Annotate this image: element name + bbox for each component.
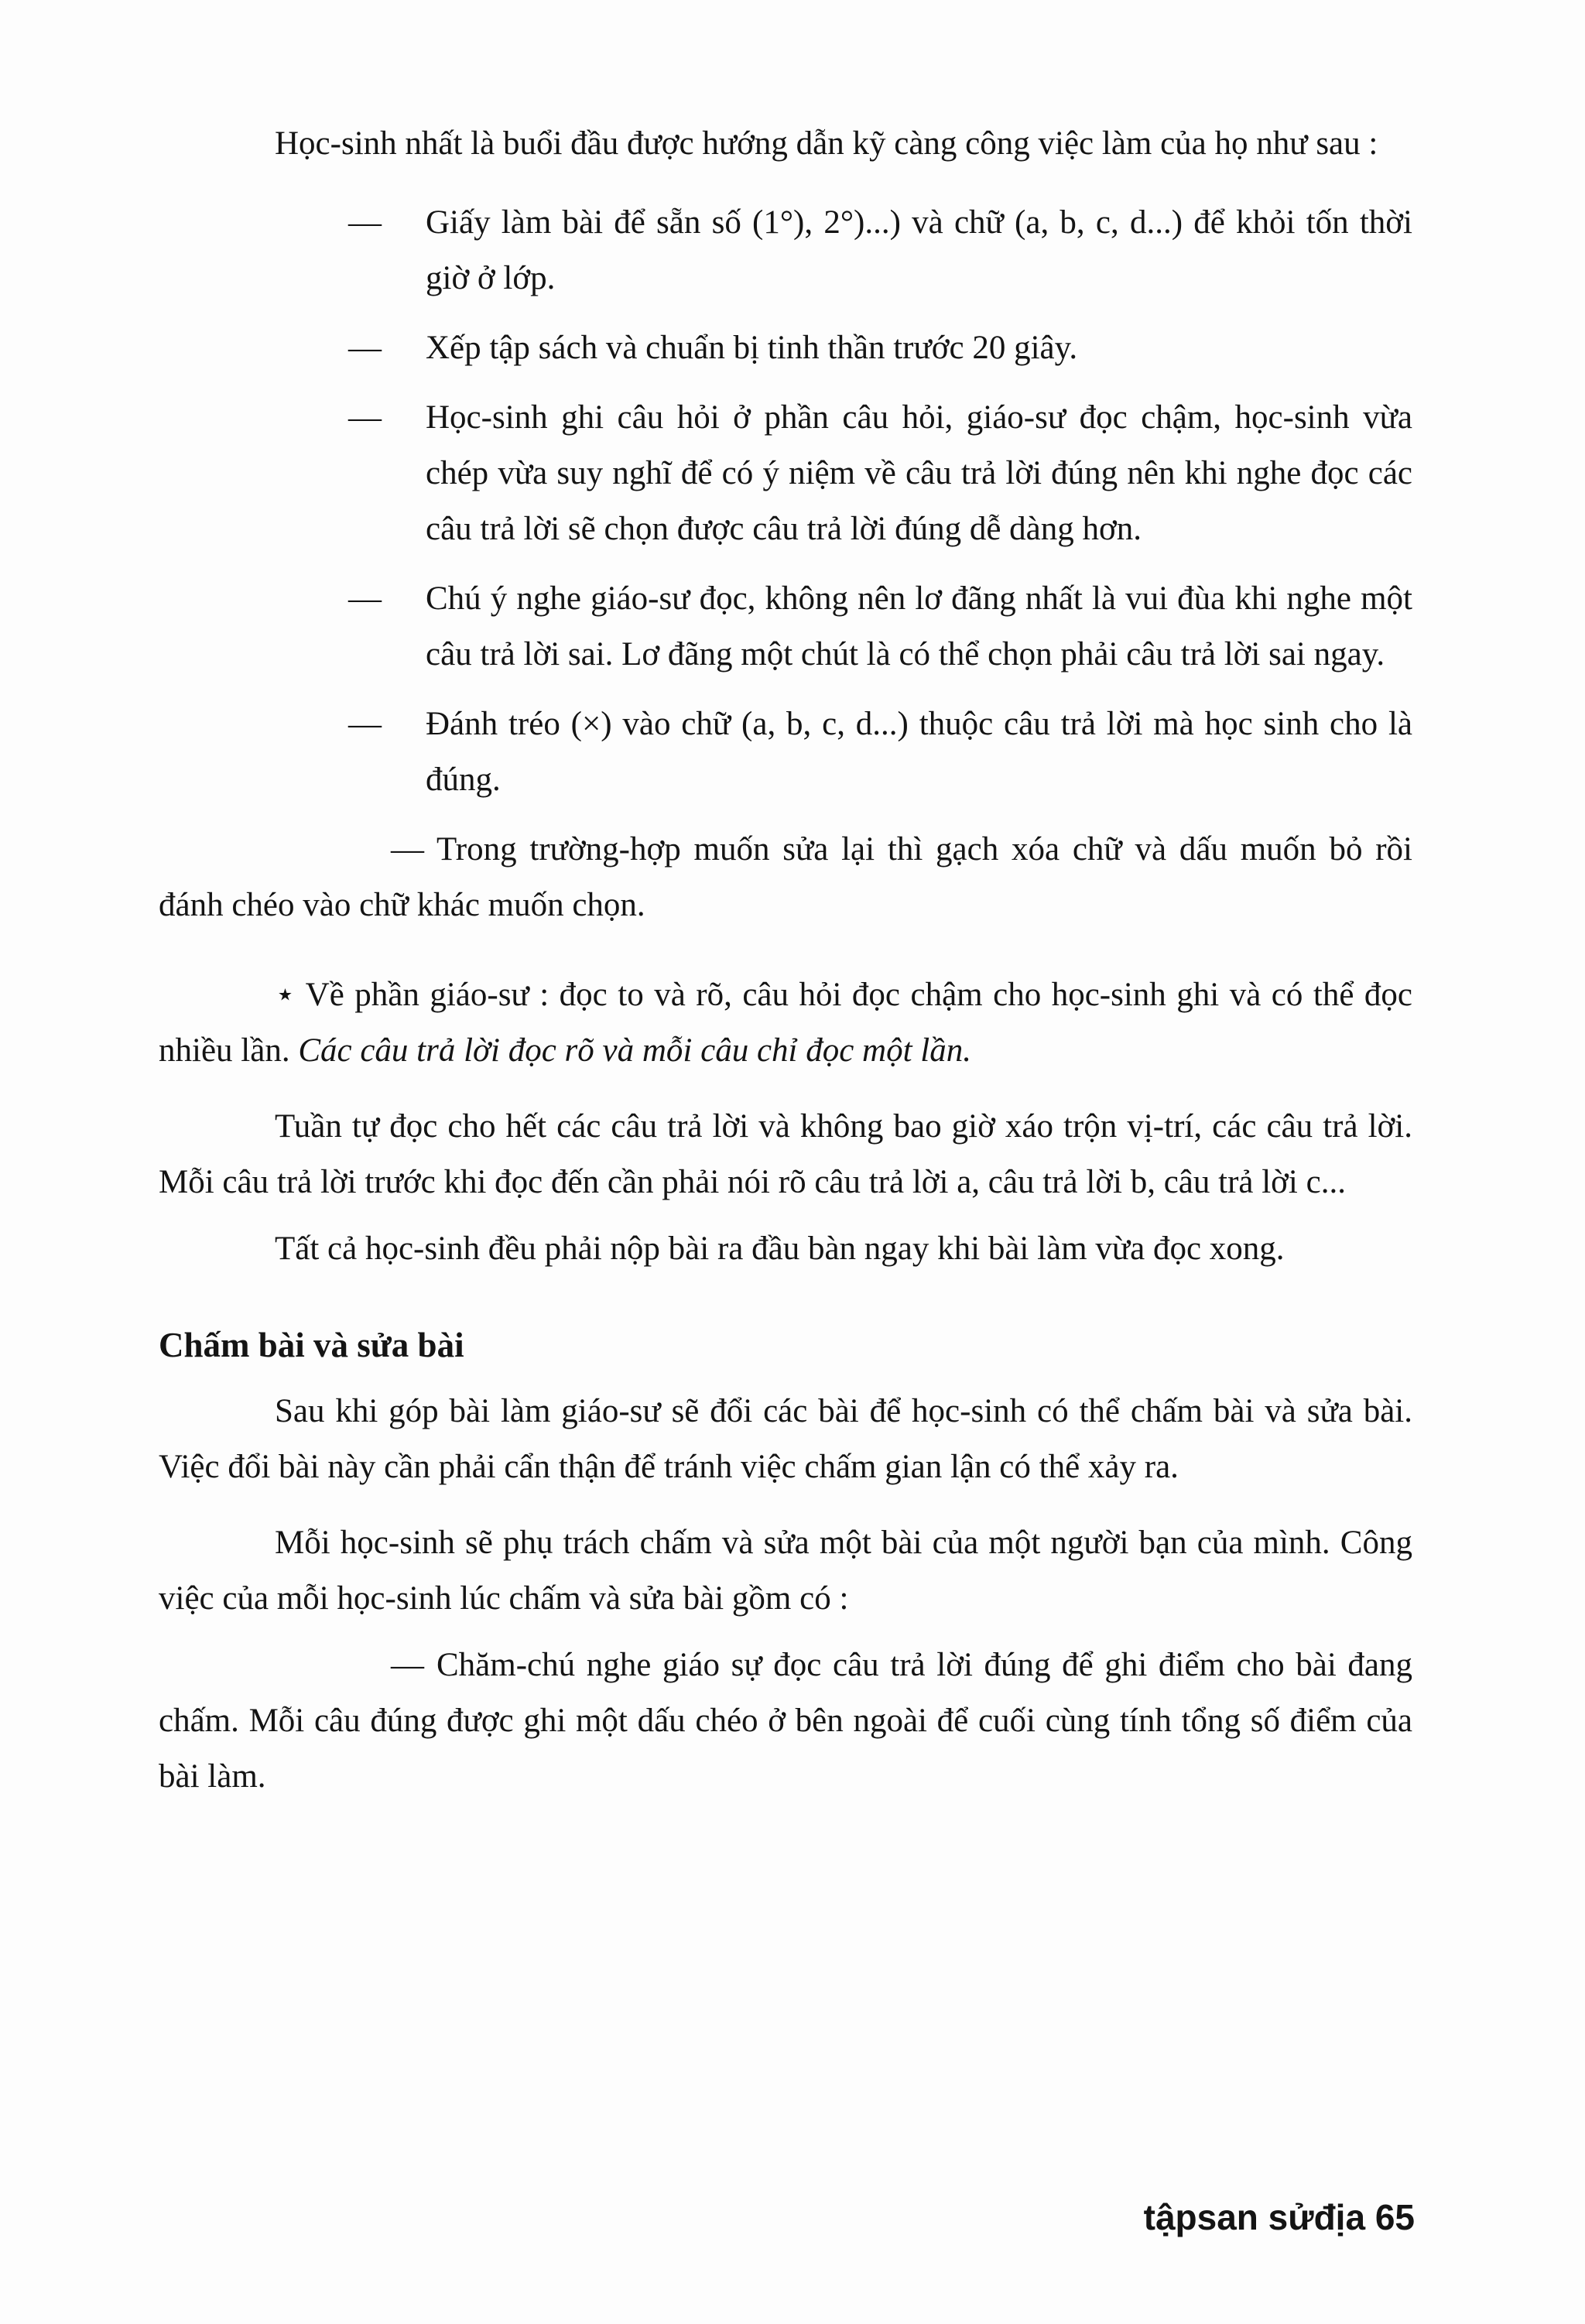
list-item — [159, 195, 1412, 306]
correction-text: Trong trường-hợp muốn sửa lại thì gạch xóa chữ và dấu muốn bỏ rồi đánh chéo vào chữ khác muốn chọn. — [159, 831, 1412, 923]
page-content — [159, 116, 1412, 1805]
correction-paragraph — [159, 822, 1412, 933]
reading-order-paragraph: Tuần tự đọc cho hết các câu trả lời và không bao giờ xáo trộn vị-trí, các câu trả lời. Mỗi câu trả lời trước khi đọc đến cần phải nói rõ câu trả lời a, câu trả lời b, câu trả lời c... — [159, 1108, 1412, 1200]
page-footer: tậpsan sửđịa 65 — [1143, 2197, 1415, 2237]
instruction-list — [159, 195, 1412, 808]
list-item-text: Học-sinh ghi câu hỏi ở phần câu hỏi, giáo-sư đọc chậm, học-sinh vừa chép vừa suy nghĩ để có ý niệm về câu trả lời đúng nên khi nghe đọc các câu trả lời sẽ chọn được câu trả lời đúng dễ dàng hơn. — [426, 399, 1412, 547]
dash-marker: — — [348, 580, 382, 617]
section-list-item — [159, 1638, 1412, 1805]
dash-marker: — — [348, 706, 382, 742]
list-item-text: Chú ý nghe giáo-sư đọc, không nên lơ đãng nhất là vui đùa khi nghe một câu trả lời sai. Lơ đãng một chút là có thể chọn phải câu trả lời sai ngay. — [426, 580, 1412, 673]
teacher-text: Về phần giáo-sư : đọc to và rõ, câu hỏi đọc chậm cho học-sinh ghi và có thể đọc nhiều lần. — [159, 977, 1412, 1069]
teacher-paragraph — [159, 967, 1412, 1079]
section-list-item-text: Chăm-chú nghe giáo sự đọc câu trả lời đúng để ghi điểm cho bài đang chấm. Mỗi câu đúng được ghi một dấu chéo ở bên ngoài để cuối cùng tính tổng số điểm của bài làm. — [159, 1647, 1412, 1795]
list-item — [159, 697, 1412, 808]
list-item — [159, 320, 1412, 376]
dash-marker: — — [391, 831, 424, 868]
list-item-text: Đánh tréo (×) vào chữ (a, b, c, d...) thuộc câu trả lời mà học sinh cho là đúng. — [426, 706, 1412, 798]
list-item-text: Xếp tập sách và chuẩn bị tinh thần trước 20 giây. — [426, 330, 1078, 366]
dash-marker: — — [348, 204, 382, 241]
teacher-italic-text: Các câu trả lời đọc rõ và mỗi câu chỉ đọc một lần. — [298, 1032, 972, 1069]
section-heading: Chấm bài và sửa bài — [159, 1326, 464, 1364]
list-item — [159, 390, 1412, 557]
intro-paragraph: Học-sinh nhất là buổi đầu được hướng dẫn kỹ càng công việc làm của họ như sau : — [275, 125, 1378, 162]
submit-paragraph: Tất cả học-sinh đều phải nộp bài ra đầu bàn ngay khi bài làm vừa đọc xong. — [275, 1230, 1285, 1267]
dash-marker: — — [391, 1647, 424, 1683]
section-paragraph-2: Mỗi học-sinh sẽ phụ trách chấm và sửa một bài của một người bạn của mình. Công việc của mỗi học-sinh lúc chấm và sửa bài gồm có : — [159, 1525, 1412, 1617]
dash-marker: — — [348, 399, 382, 436]
list-item — [159, 571, 1412, 683]
section-paragraph-1: Sau khi góp bài làm giáo-sư sẽ đổi các bài để học-sinh có thể chấm bài và sửa bài. Việc đổi bài này cần phải cẩn thận để tránh việc chấm gian lận có thể xảy ra. — [159, 1393, 1412, 1485]
list-item-text: Giấy làm bài để sẵn số (1°), 2°)...) và chữ (a, b, c, d...) để khỏi tốn thời giờ ở lớp. — [426, 204, 1412, 296]
star-marker: ⋆ — [275, 977, 296, 1013]
dash-marker: — — [348, 330, 382, 366]
